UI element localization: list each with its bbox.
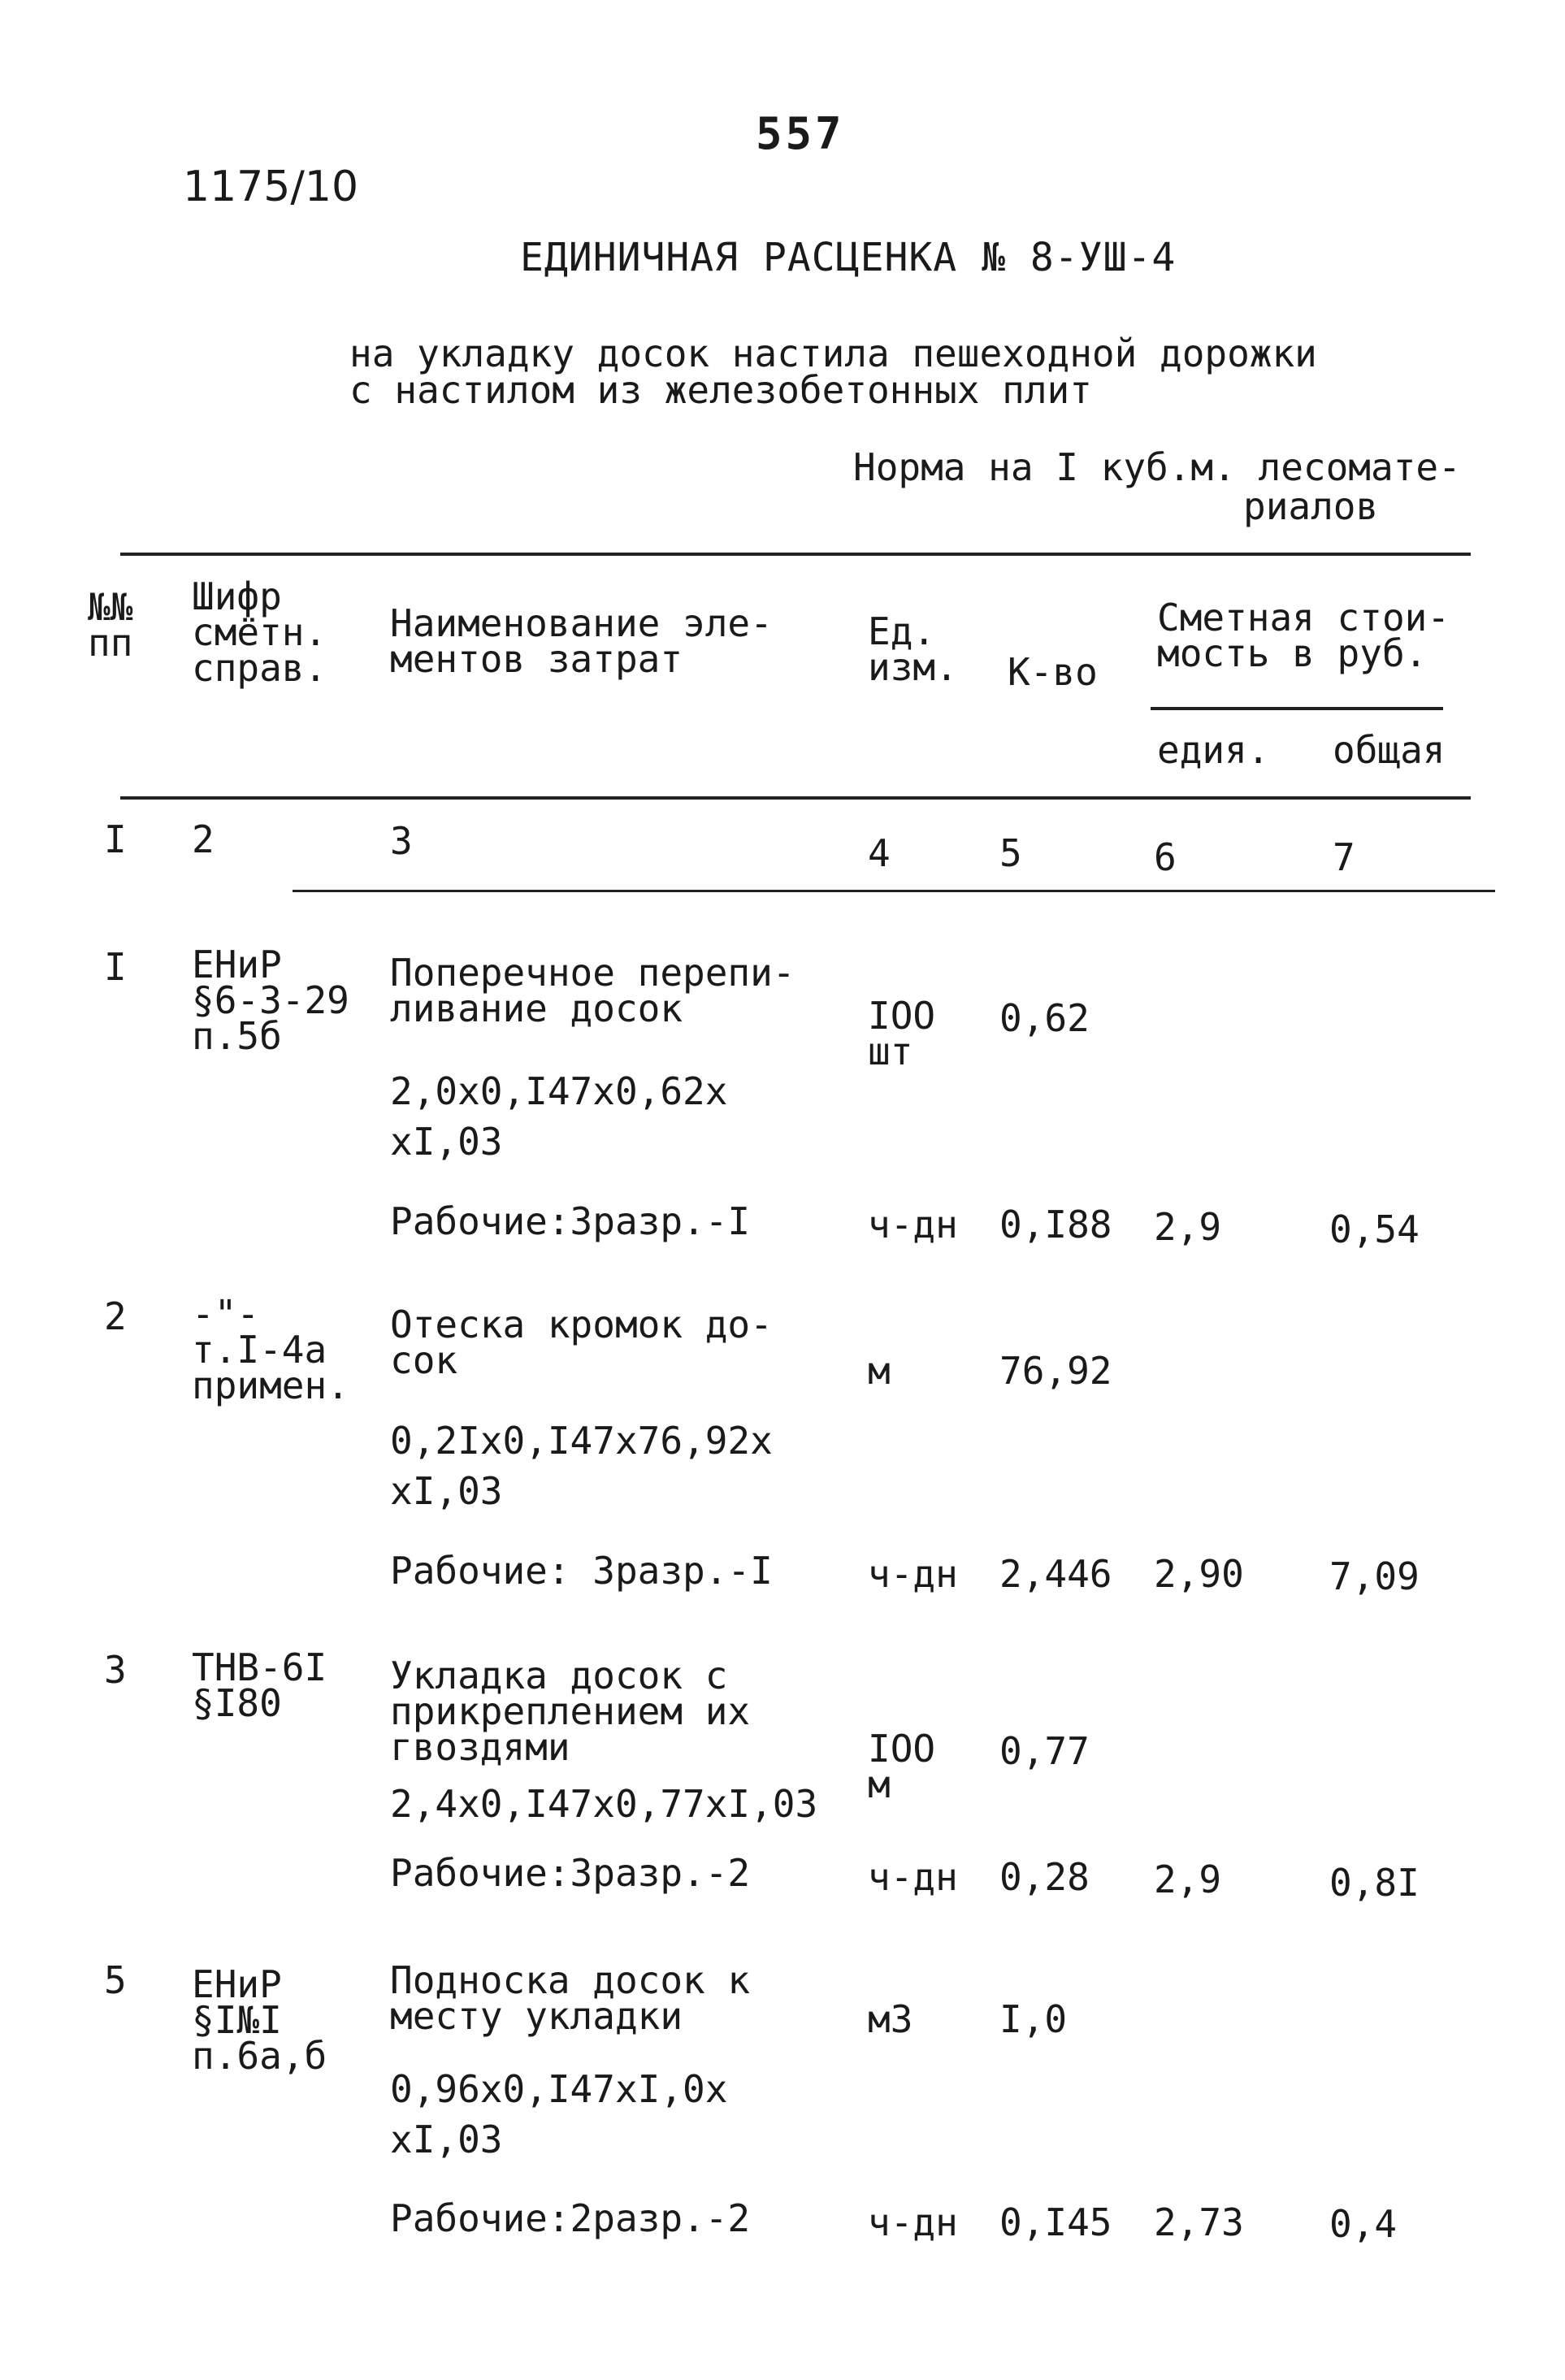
column-number-3: 3 xyxy=(390,819,413,863)
column-number-5: 5 xyxy=(999,831,1022,875)
row-5-labor-unit: ч-дн xyxy=(868,2200,958,2244)
row-2-total: 7,09 xyxy=(1329,1554,1420,1598)
row-1-labor-quantity: 0,I88 xyxy=(999,1203,1112,1246)
row-2-quantity: 76,92 xyxy=(999,1349,1112,1393)
row-5-workers: Рабочие:2разр.-2 xyxy=(390,2196,751,2240)
row-3-unit-price: 2,9 xyxy=(1154,1858,1222,1901)
column-number-4: 4 xyxy=(868,831,891,875)
row-5-code: ЕНиР §I№I п.6а,б xyxy=(192,1962,327,2078)
page-number: 557 xyxy=(756,108,845,159)
subtitle-line-2: с настилом из железобетонных плит xyxy=(349,368,1092,412)
norm-note-line-2: риалов xyxy=(1243,484,1379,528)
column-numbers-rule xyxy=(293,890,1495,892)
subtitle-line-1: на укладку досок настила пешеходной дорожки xyxy=(349,332,1317,375)
row-1-total: 0,54 xyxy=(1329,1207,1420,1251)
row-5-unit-price: 2,73 xyxy=(1154,2200,1244,2244)
header-total-cost: общая xyxy=(1333,728,1446,772)
header-estimated-cost: Сметная стои- мость в руб. xyxy=(1157,596,1450,675)
row-3-workers: Рабочие:3разр.-2 xyxy=(390,1851,751,1895)
row-1-number: I xyxy=(104,945,127,989)
row-5-number: 5 xyxy=(104,1958,127,2002)
row-5-total: 0,4 xyxy=(1329,2202,1398,2246)
row-1-workers: Рабочие:3разр.-I xyxy=(390,1199,751,1243)
row-1-code: ЕНиР §6-3-29 п.5б xyxy=(192,943,349,1058)
row-5-formula: 0,96х0,I47хI,0х хI,03 xyxy=(390,2067,728,2161)
row-1-quantity: 0,62 xyxy=(999,996,1090,1040)
row-3-formula: 2,4х0,I47х0,77хI,03 xyxy=(390,1782,818,1826)
row-2-element: Отеска кромок до- сок xyxy=(390,1303,773,1382)
row-3-code: ТНВ-6I §I80 xyxy=(192,1645,327,1725)
row-3-number: 3 xyxy=(104,1648,127,1692)
row-5-unit: м3 xyxy=(868,1997,913,2041)
row-1-formula: 2,0х0,I47х0,62х хI,03 xyxy=(390,1069,728,1164)
row-2-number: 2 xyxy=(104,1294,127,1338)
row-3-labor-unit: ч-дн xyxy=(868,1855,958,1899)
row-2-code: -"- т.I-4а примен. xyxy=(192,1292,349,1407)
header-row-number: №№ пп xyxy=(88,585,133,665)
column-number-7: 7 xyxy=(1333,835,1355,879)
column-number-6: 6 xyxy=(1154,835,1177,879)
row-5-element: Подноска досок к месту укладки xyxy=(390,1958,751,2038)
row-3-element: Укладка досок с прикреплением их гвоздями xyxy=(390,1654,751,1769)
handwritten-reference: 1175/10 xyxy=(183,163,359,211)
row-2-labor-unit: ч-дн xyxy=(868,1552,958,1596)
row-3-total: 0,8I xyxy=(1329,1861,1420,1905)
column-number-2: 2 xyxy=(192,817,215,861)
row-1-unit: IОО шт xyxy=(868,994,936,1073)
norm-note-line-1: Норма на I куб.м. лесоматe- xyxy=(853,445,1461,489)
row-5-labor-quantity: 0,I45 xyxy=(999,2200,1112,2244)
header-bottom-rule xyxy=(120,796,1471,800)
row-5-quantity: I,0 xyxy=(999,1997,1068,2041)
row-3-quantity: 0,77 xyxy=(999,1729,1090,1773)
column-number-1: I xyxy=(104,817,127,861)
row-1-unit-price: 2,9 xyxy=(1154,1205,1222,1249)
row-1-labor-unit: ч-дн xyxy=(868,1203,958,1246)
row-2-labor-quantity: 2,446 xyxy=(999,1552,1112,1596)
row-1-element: Поперечное перепи- ливание досок xyxy=(390,951,796,1030)
header-code: Шифр смётн. справ. xyxy=(192,574,327,690)
header-cost-element: Наименование эле- ментов затрат xyxy=(390,601,773,681)
row-2-unit: м xyxy=(868,1349,891,1393)
cost-subheader-rule xyxy=(1151,707,1443,710)
row-3-labor-quantity: 0,28 xyxy=(999,1855,1090,1899)
table-top-rule xyxy=(120,553,1471,556)
document-title: ЕДИНИЧНАЯ РАСЦЕНКА № 8-УШ-4 xyxy=(520,235,1177,280)
header-unit: Ед. изм. xyxy=(868,609,958,689)
row-2-formula: 0,2Iх0,I47х76,92х хI,03 xyxy=(390,1419,773,1513)
row-2-unit-price: 2,90 xyxy=(1154,1552,1244,1596)
row-2-workers: Рабочие: 3разр.-I xyxy=(390,1549,773,1593)
header-unit-cost: едия. xyxy=(1157,728,1270,772)
row-3-unit: IОО м xyxy=(868,1727,936,1806)
header-quantity: К-во xyxy=(1008,650,1098,694)
